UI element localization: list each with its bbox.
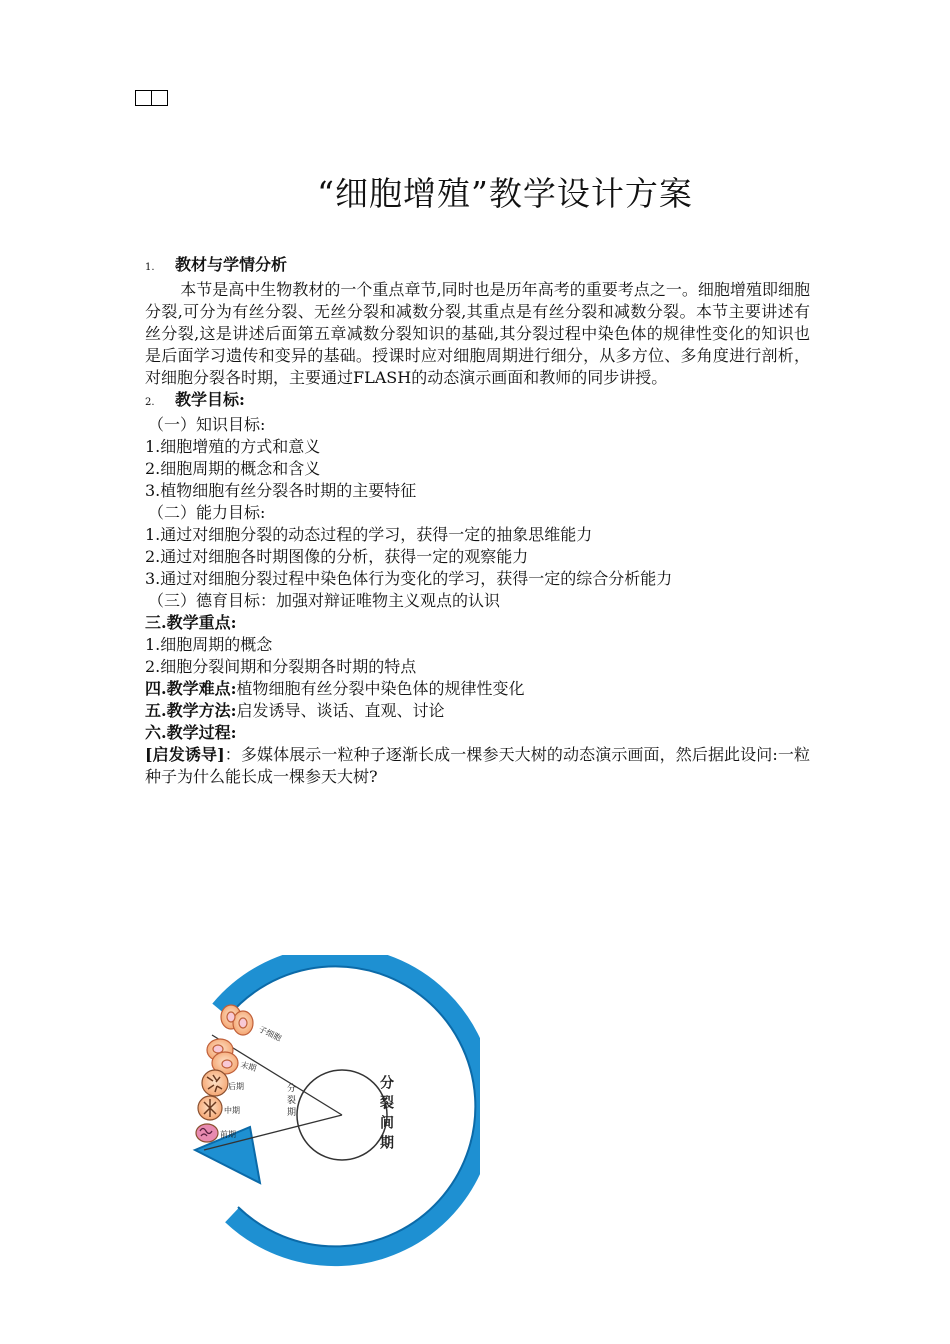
list-item: 2.细胞分裂间期和分裂期各时期的特点 <box>145 657 417 676</box>
cell-cycle-diagram <box>190 955 480 1295</box>
label-prophase: 前期 <box>220 1130 236 1139</box>
section1-heading: 1. 教材与学情分析 <box>145 254 810 279</box>
empty-box <box>151 90 168 106</box>
list-item: 2.细胞周期的概念和含义 <box>145 459 321 478</box>
metaphase-cell <box>198 1096 222 1120</box>
anaphase-cell <box>202 1070 228 1096</box>
checkbox-pair <box>135 90 168 106</box>
label-anaphase: 后期 <box>228 1082 244 1091</box>
section1-paragraph: 本节是高中生物教材的一个重点章节,同时也是历年高考的重要考点之一。细胞增殖即细胞分裂,可分为有丝分裂、无丝分裂和减数分裂,其重点是有丝分裂和减数分裂。本节主要讲述有丝分裂,这是讲述后面第五章减数分裂知识的基础,其分裂过程中染色体的规律性变化的知识也是后面学习遗传和变异的基础。授课时应对细胞周期进行细分，从多方位、多角度进行剖析，对细胞分裂各时期，主要通过FLASH的动态演示画面和教师的同步讲授。 <box>145 280 810 387</box>
label-interphase: 分裂间期 <box>378 1075 394 1155</box>
telophase-cell <box>207 1039 238 1074</box>
moral-goal: （三）德育目标：加强对辩证唯物主义观点的认识 <box>148 591 501 610</box>
section-number: 1. <box>145 262 155 273</box>
label-telophase: 末期 <box>239 1060 258 1074</box>
list-item: 3.植物细胞有丝分裂各时期的主要特征 <box>145 481 417 500</box>
section4: 四.教学难点:植物细胞有丝分裂中染色体的规律性变化 <box>145 679 525 698</box>
section5: 五.教学方法:启发诱导、谈话、直观、讨论 <box>145 701 445 720</box>
section2-heading: 2. 教学目标: <box>145 389 810 414</box>
list-item: 3.通过对细胞分裂过程中染色体行为变化的学习，获得一定的综合分析能力 <box>145 569 673 588</box>
page-title: “细胞增殖”教学设计方案 <box>317 174 693 213</box>
section3-heading: 三.教学重点: <box>145 613 237 632</box>
daughter-cells <box>221 1005 253 1035</box>
ability-heading: （二）能力目标: <box>148 503 266 522</box>
list-item: 1.细胞增殖的方式和意义 <box>145 437 321 456</box>
section-number: 2. <box>145 397 155 408</box>
prophase-cell <box>196 1124 218 1142</box>
list-item: 1.细胞周期的概念 <box>145 635 273 654</box>
list-item: 1.通过对细胞分裂的动态过程的学习，获得一定的抽象思维能力 <box>145 525 593 544</box>
label-metaphase: 中期 <box>224 1106 240 1115</box>
knowledge-heading: （一）知识目标: <box>148 415 266 434</box>
section6-heading: 六.教学过程: <box>145 723 237 742</box>
inspire-paragraph: [启发诱导]：多媒体展示一粒种子逐渐长成一棵参天大树的动态演示画面，然后据此设问:一粒种子为什么能长成一棵参天大树? <box>145 745 810 786</box>
empty-box <box>135 90 152 106</box>
label-division-phase: 分裂期 <box>285 1083 295 1119</box>
document-body <box>145 254 810 788</box>
label-daughter-cell: 子细胞 <box>257 1024 283 1043</box>
list-item: 2.通过对细胞各时期图像的分析，获得一定的观察能力 <box>145 547 529 566</box>
